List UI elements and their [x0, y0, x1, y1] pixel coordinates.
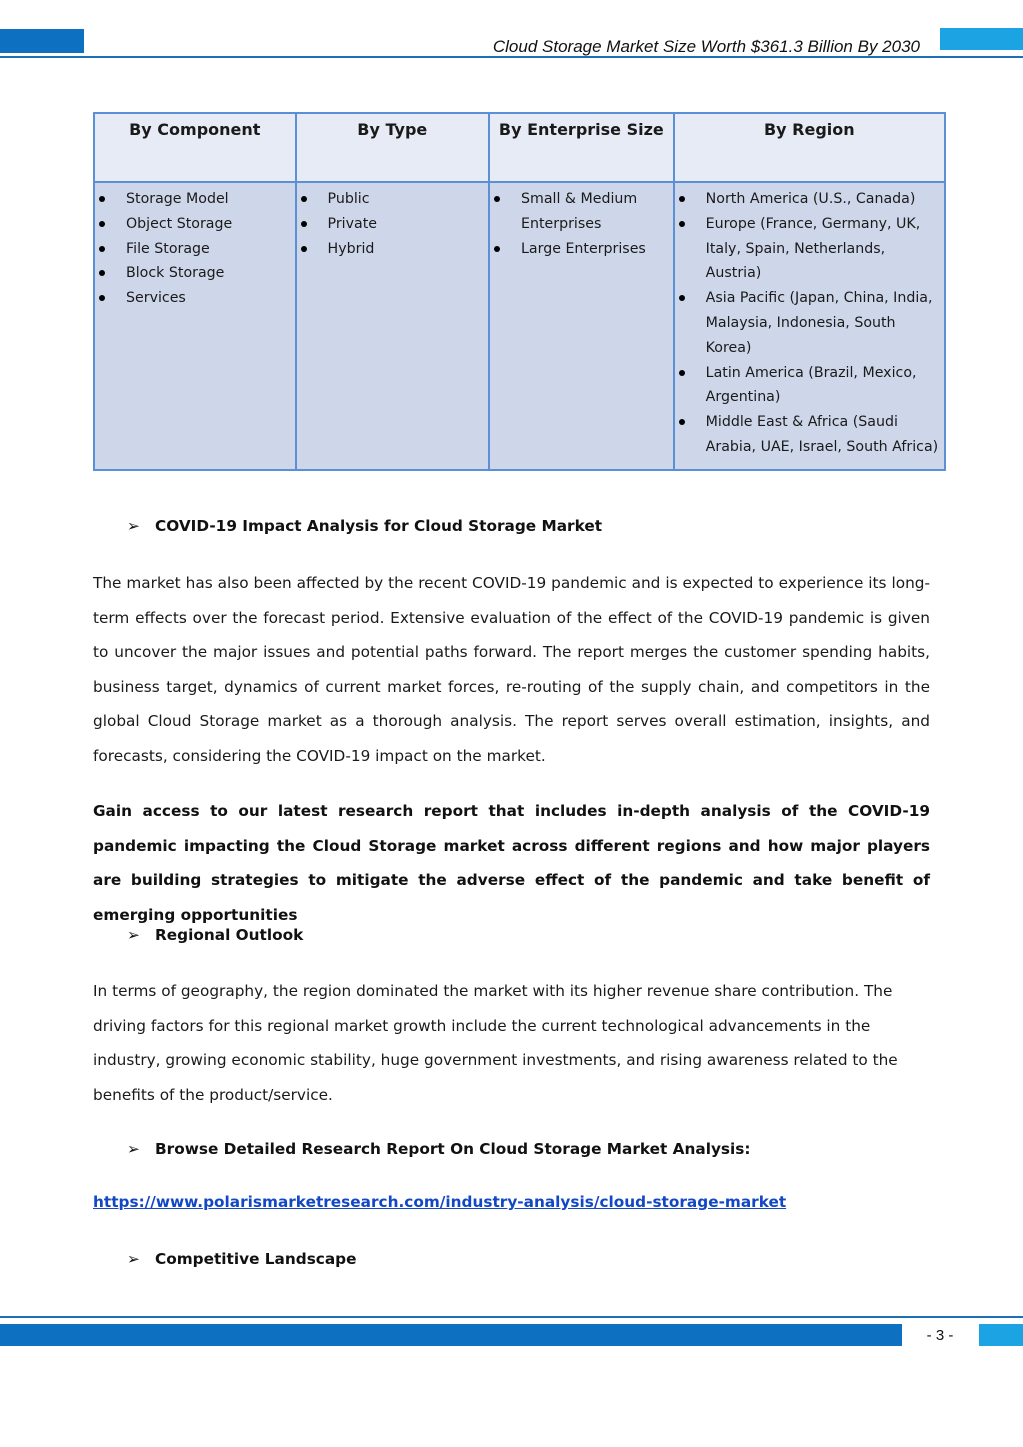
type-cell — [296, 182, 489, 470]
arrow-bullet-icon: ➢ — [127, 1140, 140, 1158]
regional-paragraph: In terms of geography, the region dominated the market with its higher revenue share contribution. The driving factors for this regional market growth include the current technological advancements in the industry, growing economic stability, huge government investments, and rising awareness related to the benefits of the product/service. — [93, 982, 898, 1104]
list-item: Hybrid — [297, 237, 486, 262]
list-item: Large Enterprises — [490, 237, 671, 262]
arrow-bullet-icon: ➢ — [127, 926, 140, 944]
list-item: Middle East & Africa (Saudi Arabia, UAE, Israel, South Africa) — [675, 410, 942, 460]
enterprise-size-list — [490, 187, 671, 261]
list-item: Public — [297, 187, 486, 212]
table-header-row — [94, 113, 945, 182]
footer-divider — [0, 1316, 1023, 1318]
component-cell — [94, 182, 296, 470]
covid-section-heading — [127, 517, 602, 535]
list-item: Object Storage — [95, 212, 293, 237]
footer-right-accent-bar — [979, 1324, 1023, 1346]
list-item: Storage Model — [95, 187, 293, 212]
type-list — [297, 187, 486, 261]
header-divider — [0, 56, 1023, 58]
component-list — [95, 187, 293, 311]
segmentation-table — [93, 112, 946, 471]
browse-section-heading — [127, 1140, 751, 1158]
heading-text: Browse Detailed Research Report On Cloud Storage Market Analysis: — [155, 1140, 751, 1158]
column-header-region: By Region — [674, 113, 945, 182]
enterprise-size-cell — [489, 182, 674, 470]
arrow-bullet-icon: ➢ — [127, 517, 140, 535]
arrow-bullet-icon: ➢ — [127, 1250, 140, 1268]
list-item: Asia Pacific (Japan, China, India, Malaysia, Indonesia, South Korea) — [675, 286, 942, 360]
page-number: - 3 - — [926, 1327, 954, 1344]
footer-accent-bar — [0, 1324, 902, 1346]
heading-text: Regional Outlook — [155, 926, 304, 944]
list-item: Private — [297, 212, 486, 237]
list-item: Services — [95, 286, 293, 311]
covid-callout: Gain access to our latest research report that includes in-depth analysis of the COVID-19 pandemic impacting the Cloud Storage market across different regions and how major players are building strategies to mitigate the adverse effect of the pandemic and take benefit of emerging opportunities — [93, 802, 930, 924]
list-item: Block Storage — [95, 261, 293, 286]
list-item: North America (U.S., Canada) — [675, 187, 942, 212]
heading-text: COVID-19 Impact Analysis for Cloud Storage Market — [155, 517, 603, 535]
table-row — [94, 182, 945, 470]
regional-section-heading — [127, 926, 303, 944]
column-header-enterprise-size: By Enterprise Size — [489, 113, 674, 182]
report-link[interactable]: https://www.polarismarketresearch.com/industry-analysis/cloud-storage-market — [93, 1193, 787, 1211]
header-left-accent-bar — [0, 29, 84, 53]
covid-paragraph: The market has also been affected by the recent COVID-19 pandemic and is expected to experience its long-term effects over the forecast period. Extensive evaluation of the effect of the COVID-19 pandemic is given to uncover the major issues and potential paths forward. The report merges the customer spending habits, business target, dynamics of current market forces, re-routing of the supply chain, and competitors in the global Cloud Storage market as a thorough analysis. The report serves overall estimation, insights, and forecasts, considering the COVID-19 impact on the market. — [93, 574, 930, 765]
region-list — [675, 187, 942, 460]
header-right-accent-bar — [940, 28, 1023, 50]
column-header-component: By Component — [94, 113, 296, 182]
competitive-section-heading — [127, 1250, 357, 1268]
list-item: File Storage — [95, 237, 293, 262]
column-header-type: By Type — [296, 113, 489, 182]
list-item: Latin America (Brazil, Mexico, Argentina) — [675, 361, 942, 411]
region-cell — [674, 182, 945, 470]
heading-text: Competitive Landscape — [155, 1250, 357, 1268]
list-item: Europe (France, Germany, UK, Italy, Spain, Netherlands, Austria) — [675, 212, 942, 286]
header-title: Cloud Storage Market Size Worth $361.3 Billion By 2030 — [492, 37, 920, 56]
list-item: Small & Medium Enterprises — [490, 187, 671, 237]
